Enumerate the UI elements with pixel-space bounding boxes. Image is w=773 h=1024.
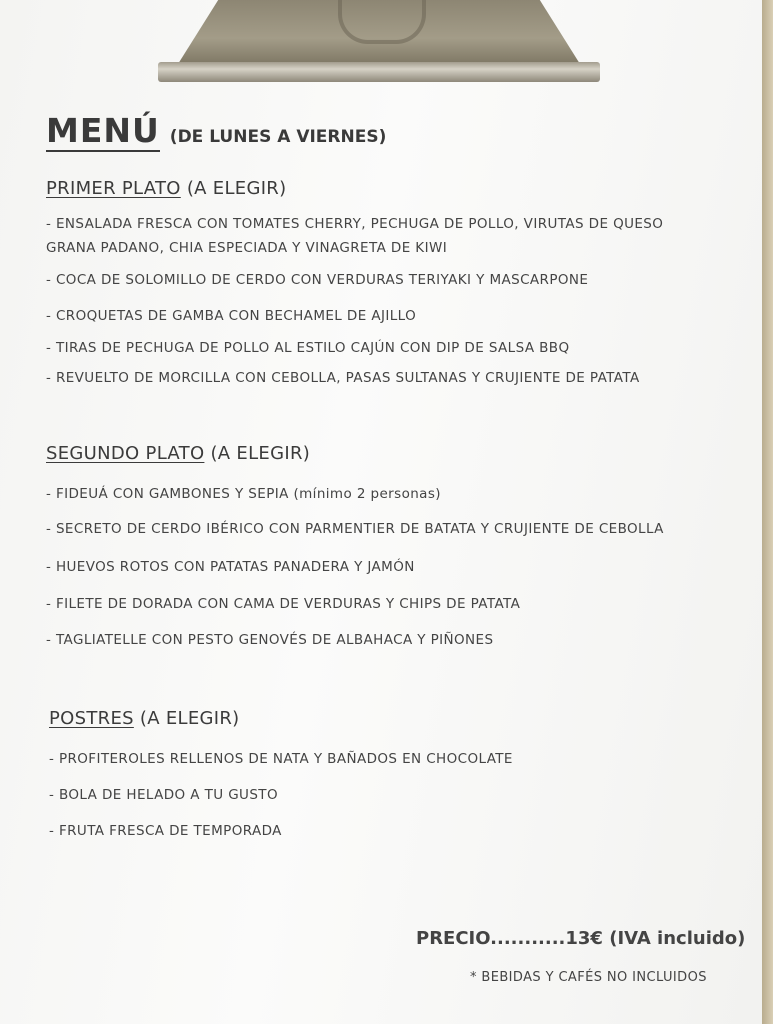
postres-heading [49, 708, 240, 729]
segundo-item: - TAGLIATELLE CON PESTO GENOVÉS DE ALBAHACA Y PIÑONES [46, 632, 494, 648]
clipboard-edge [762, 0, 773, 1024]
primer-item: - ENSALADA FRESCA CON TOMATES CHERRY, PECHUGA DE POLLO, VIRUTAS DE QUESO GRANA PADANO, CHIA ESPECIADA Y VINAGRETA DE KIWI [46, 216, 664, 256]
menu-note: * BEBIDAS Y CAFÉS NO INCLUIDOS [470, 970, 707, 985]
primer-item: - COCA DE SOLOMILLO DE CERDO CON VERDURAS TERIYAKI Y MASCARPONE [46, 272, 589, 288]
menu-title [46, 112, 386, 152]
clipboard-clip [158, 0, 600, 84]
segundo-item: - SECRETO DE CERDO IBÉRICO CON PARMENTIER DE BATATA Y CRUJIENTE DE CEBOLLA [46, 521, 664, 537]
segundo-plato-heading-suffix: (A ELEGIR) [210, 443, 311, 464]
segundo-item: - FILETE DE DORADA CON CAMA DE VERDURAS Y CHIPS DE PATATA [46, 596, 521, 612]
primer-item: - REVUELTO DE MORCILLA CON CEBOLLA, PASAS SULTANAS Y CRUJIENTE DE PATATA [46, 370, 640, 386]
segundo-item: - FIDEUÁ CON GAMBONES Y SEPIA (mínimo 2 personas) [46, 486, 441, 502]
segundo-plato-heading [46, 443, 310, 464]
menu-title-main: MENÚ [46, 111, 160, 150]
clip-wire [338, 0, 426, 44]
clip-bar [158, 62, 600, 82]
menu-title-subtitle: (DE LUNES A VIERNES) [169, 127, 387, 147]
postres-item: - BOLA DE HELADO A TU GUSTO [49, 787, 278, 803]
primer-item: - TIRAS DE PECHUGA DE POLLO AL ESTILO CAJÚN CON DIP DE SALSA BBQ [46, 340, 570, 356]
postres-heading-text: POSTRES [49, 708, 134, 729]
primer-plato-heading [46, 178, 286, 199]
postres-heading-suffix: (A ELEGIR) [139, 708, 240, 729]
postres-item: - PROFITEROLES RELLENOS DE NATA Y BAÑADOS EN CHOCOLATE [49, 751, 513, 767]
primer-plato-heading-text: PRIMER PLATO [46, 178, 181, 199]
segundo-plato-heading-text: SEGUNDO PLATO [46, 443, 205, 464]
menu-price: PRECIO...........13€ (IVA incluido) [416, 928, 746, 949]
primer-item: - CROQUETAS DE GAMBA CON BECHAMEL DE AJILLO [46, 308, 417, 324]
postres-item: - FRUTA FRESCA DE TEMPORADA [49, 823, 282, 839]
segundo-item: - HUEVOS ROTOS CON PATATAS PANADERA Y JAMÓN [46, 559, 415, 575]
primer-plato-heading-suffix: (A ELEGIR) [186, 178, 287, 199]
